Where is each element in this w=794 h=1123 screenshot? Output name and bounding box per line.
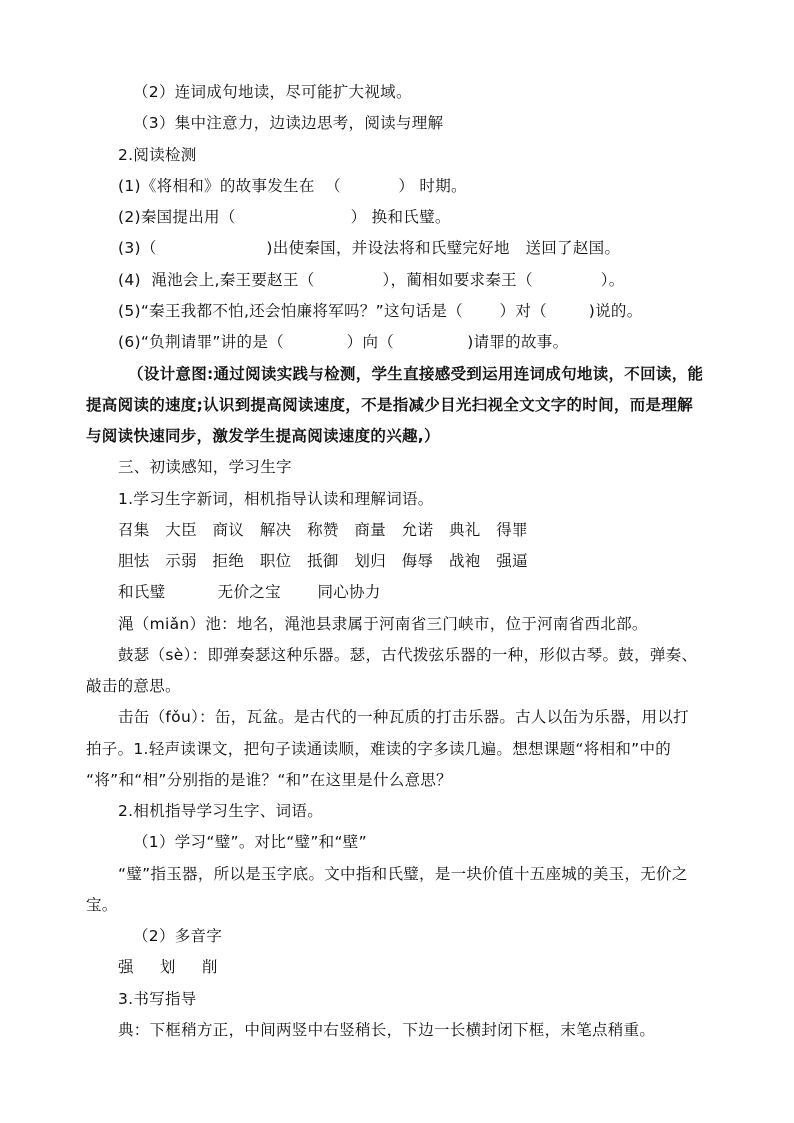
question-line: (3)（ )出使秦国，并设法将和氏璧完好地 送回了赵国。 [118,239,621,257]
vocab-row: 胆怯 示弱 拒绝 职位 抵御 划归 侮辱 战袍 强逼 [118,552,528,570]
design-intent: 提高阅读的速度;认识到提高阅读速度，不是指减少目光扫视全文文字的时间，而是理解 [86,396,693,414]
question-line: (2)秦国提出用（ ） 换和氏璧。 [118,208,451,226]
section-heading: 2.阅读检测 [118,146,197,164]
text-line: （3）集中注意力，边读边思考，阅读与理解 [133,114,444,132]
text-line: 典：下框稍方正，中间两竖中右竖稍长，下边一长横封闭下框，末笔点稍重。 [118,1021,656,1039]
text-line: 渑（miǎn）池：地名，渑池县隶属于河南省三门峡市，位于河南省西北部。 [118,615,648,633]
text-line: 拍子。1.轻声读课文，把句子读通读顺，难读的字多读几遍。想想课题“将相和”中的 [86,740,672,758]
text-line: “璧”指玉器，所以是玉字底。文中指和氏璧，是一块价值十五座城的美玉，无价之 [118,865,688,883]
text-line: （1）学习“璧”。对比“璧”和“壁” [133,833,367,851]
vocab-row: 召集 大臣 商议 解决 称赞 商量 允诺 典礼 得罪 [118,521,528,539]
text-line: （2）连词成句地读，尽可能扩大视域。 [133,83,412,101]
text-line: 宝。 [86,896,118,914]
text-line: （2）多音字 [133,927,223,945]
text-line: 2.相机指导学习生字、词语。 [118,802,323,820]
question-line: (6)“负荆请罪”讲的是（ ）向（ )请罪的故事。 [118,333,569,351]
question-line: (5)“秦王我都不怕,还会怕廉将军吗？”这句话是（ ）对（ )说的。 [118,302,643,320]
text-line: 击缶（fǒu）：缶，瓦盆。是古代的一种瓦质的打击乐器。古人以缶为乐器，用以打 [118,708,689,726]
section-heading: 3.书写指导 [118,990,197,1008]
text-line: 鼓瑟（sè）：即弹奏瑟这种乐器。瑟，古代拨弦乐器的一种，形似古琴。鼓，弹奏、 [118,646,698,664]
text-line: 1.学习生字新词，相机指导认读和理解词语。 [118,490,434,508]
vocab-row: 强 划 削 [118,958,218,976]
design-intent: 与阅读快速同步，激发学生提高阅读速度的兴趣,） [86,427,440,445]
vocab-row: 和氏璧 无价之宝 同心协力 [118,583,381,601]
text-line: 敲击的意思。 [86,677,181,695]
question-line: (1)《将相和》的故事发生在 （ ） 时期。 [118,177,467,195]
design-intent: （设计意图:通过阅读实践与检测，学生直接感受到运用连词成句地读，不回读，能 [128,365,704,383]
text-line: “将”和“相”分别指的是谁？“和”在这里是什么意思？ [86,771,452,789]
section-heading: 三、初读感知，学习生字 [118,458,292,476]
question-line: (4) 渑池会上,秦王要赵王（ ），蔺相如要求秦王（ ）。 [118,271,625,289]
